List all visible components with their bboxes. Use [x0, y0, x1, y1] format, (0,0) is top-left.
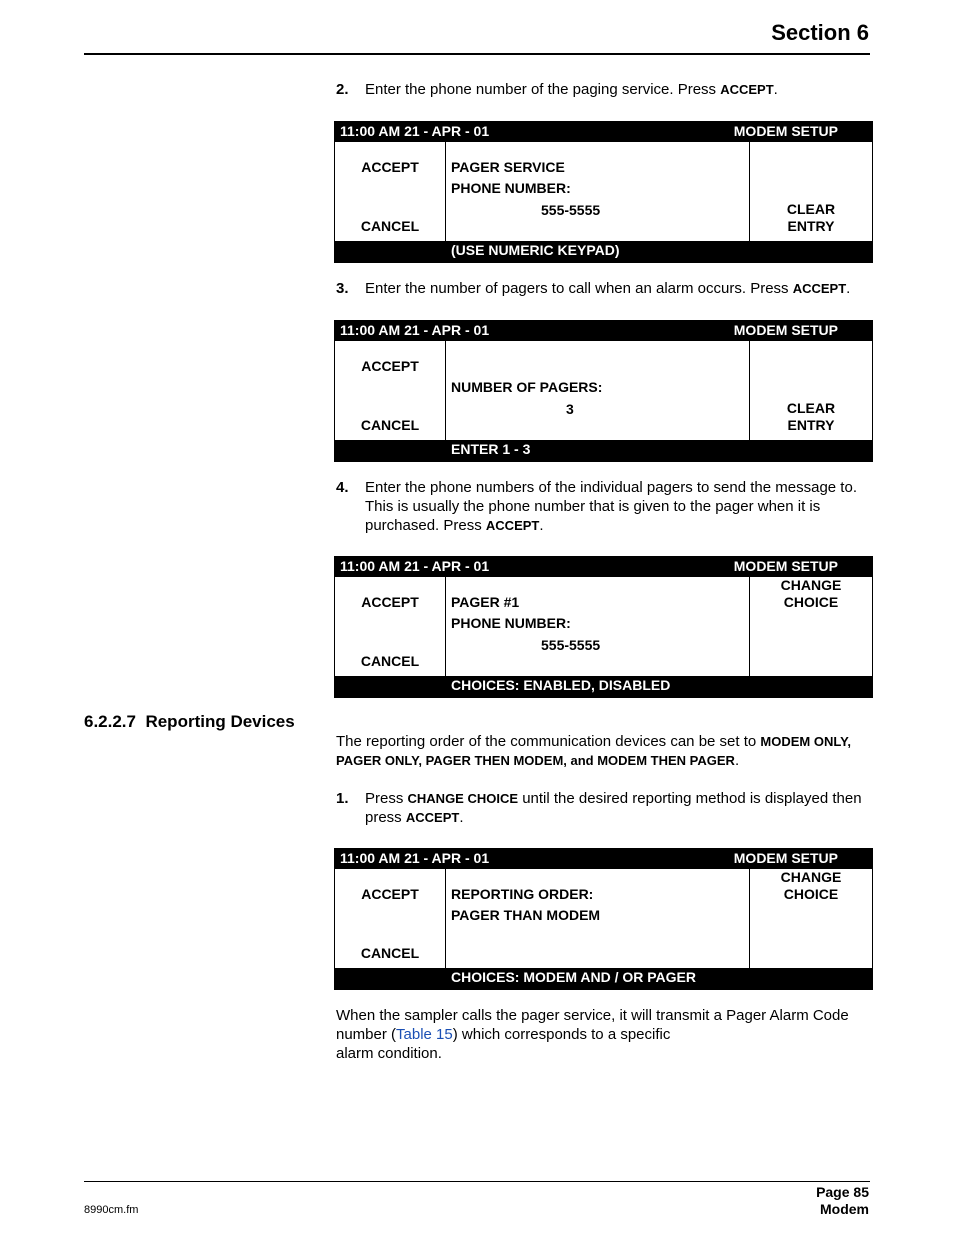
- step-text: Press CHANGE CHOICE until the desired reporting method is displayed then press ACCEPT.: [365, 790, 862, 826]
- footer-filename: 8990cm.fm: [84, 1204, 139, 1216]
- subsection-heading: [84, 712, 295, 732]
- table-15-link[interactable]: Table 15: [396, 1026, 453, 1043]
- closing-paragraph: When the sampler calls the pager service, it will transmit a Pager Alarm Code number (Table 15) which corresponds to a specific alarm condition.: [336, 1007, 849, 1062]
- screen-prompt-bar: [335, 440, 872, 461]
- screen-number-of-pagers: [334, 320, 873, 462]
- step-number: 4.: [336, 479, 349, 496]
- change-choice-softkey[interactable]: CHANGE: [780, 869, 842, 885]
- section-title: Section 6: [771, 20, 869, 45]
- step-2: [336, 80, 876, 100]
- screen-status-bar: [335, 849, 872, 869]
- step-4: [336, 478, 876, 538]
- chapter-name: Modem: [820, 1201, 869, 1217]
- screen-line-2: PHONE NUMBER:: [451, 615, 571, 631]
- screen-prompt-bar: [335, 241, 872, 262]
- screen-prompt: ENTER 1 - 3: [451, 441, 531, 457]
- screen-pager-service: [334, 121, 873, 263]
- screen-time: 11:00 AM 21 - APR - 01: [340, 558, 490, 574]
- screen-status-bar: [335, 122, 872, 142]
- screen-prompt: CHOICES: ENABLED, DISABLED: [451, 677, 671, 693]
- change-choice-softkey-line2[interactable]: CHOICE: [783, 594, 839, 610]
- step-text: Enter the phone number of the paging service. Press ACCEPT.: [365, 81, 778, 98]
- screen-time: 11:00 AM 21 - APR - 01: [340, 123, 490, 139]
- screen-line-2: PHONE NUMBER:: [451, 180, 571, 196]
- step-text: Enter the phone numbers of the individual pagers to send the message to. This is usually the phone number that is given to the pager when it is purchased. Press ACCEPT.: [365, 479, 857, 534]
- step-text: Enter the number of pagers to call when an alarm occurs. Press ACCEPT.: [365, 280, 851, 297]
- cancel-softkey[interactable]: CANCEL: [360, 945, 420, 961]
- accept-softkey[interactable]: ACCEPT: [361, 594, 419, 610]
- screen-line-1: PAGER #1: [451, 594, 520, 610]
- step-number: 1.: [336, 790, 349, 807]
- clear-entry-softkey[interactable]: CLEAR: [786, 201, 836, 217]
- screen-status-bar: [335, 321, 872, 341]
- accept-softkey[interactable]: ACCEPT: [361, 886, 419, 902]
- clear-entry-softkey-line2[interactable]: ENTRY: [787, 417, 835, 433]
- accept-softkey[interactable]: ACCEPT: [361, 358, 419, 374]
- accept-softkey[interactable]: ACCEPT: [361, 159, 419, 175]
- screen-prompt: (USE NUMERIC KEYPAD): [451, 242, 620, 258]
- screen-pager-phone: [334, 556, 873, 698]
- cancel-softkey[interactable]: CANCEL: [360, 218, 420, 234]
- screen-value: 3: [566, 401, 574, 417]
- screen-prompt-bar: [335, 676, 872, 697]
- screen-prompt: CHOICES: MODEM AND / OR PAGER: [451, 969, 697, 985]
- screen-line-1: PAGER SERVICE: [451, 159, 565, 175]
- screen-line-2: PAGER THAN MODEM: [451, 907, 601, 923]
- subsection-title: Reporting Devices: [145, 712, 295, 731]
- screen-reporting-order: [334, 848, 873, 990]
- change-choice-softkey-line2[interactable]: CHOICE: [783, 886, 839, 902]
- screen-mode: MODEM SETUP: [733, 850, 838, 866]
- intro-paragraph: The reporting order of the communication devices can be set to MODEM ONLY, PAGER ONLY, PAGER THEN MODEM, and MODEM THEN PAGER.: [336, 733, 851, 769]
- subsection-number: 6.2.2.7: [84, 712, 136, 731]
- screen-line-1: REPORTING ORDER:: [451, 886, 594, 902]
- footer-rule: [84, 1181, 870, 1182]
- screen-time: 11:00 AM 21 - APR - 01: [340, 322, 490, 338]
- screen-status-bar: [335, 557, 872, 577]
- screen-mode: MODEM SETUP: [733, 123, 838, 139]
- step-1: [336, 789, 876, 829]
- cancel-softkey[interactable]: CANCEL: [360, 417, 420, 433]
- screen-time: 11:00 AM 21 - APR - 01: [340, 850, 490, 866]
- page-number: Page 85: [816, 1184, 869, 1200]
- header-rule: [84, 53, 870, 55]
- step-number: 3.: [336, 280, 349, 297]
- screen-prompt-bar: [335, 968, 872, 989]
- screen-mode: MODEM SETUP: [733, 558, 838, 574]
- step-3: [336, 279, 876, 299]
- cancel-softkey[interactable]: CANCEL: [360, 653, 420, 669]
- clear-entry-softkey-line2[interactable]: ENTRY: [787, 218, 835, 234]
- footer-page-info: [816, 1184, 869, 1218]
- step-number: 2.: [336, 81, 349, 98]
- clear-entry-softkey[interactable]: CLEAR: [786, 400, 836, 416]
- screen-value: 555-5555: [541, 637, 601, 653]
- screen-line-2: NUMBER OF PAGERS:: [451, 379, 603, 395]
- screen-value: 555-5555: [541, 202, 601, 218]
- change-choice-softkey[interactable]: CHANGE: [780, 577, 842, 593]
- screen-mode: MODEM SETUP: [733, 322, 838, 338]
